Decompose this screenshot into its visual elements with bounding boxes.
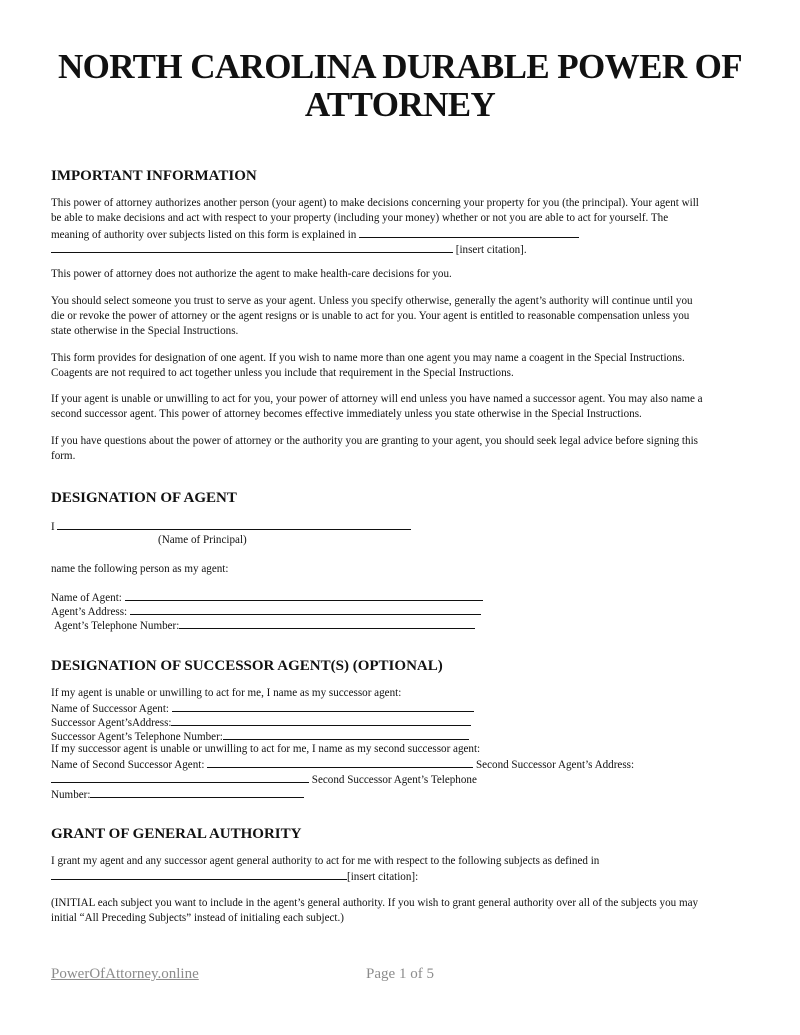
important-information-heading: IMPORTANT INFORMATION xyxy=(51,168,257,184)
agent-phone-field[interactable] xyxy=(179,617,475,629)
important-p6-line2: form. xyxy=(51,450,76,462)
important-p3-line3: state otherwise in the Special Instructions. xyxy=(51,325,239,337)
site-link[interactable]: PowerOfAttorney.online xyxy=(51,966,199,982)
second-successor-phone-field[interactable] xyxy=(90,786,304,798)
designation-of-agent-heading: DESIGNATION OF AGENT xyxy=(51,490,237,506)
principal-name-field[interactable] xyxy=(57,518,411,530)
grant-citation-field[interactable] xyxy=(51,868,347,880)
important-p5-line1: If your agent is unable or unwilling to act for you, your power of attorney will end unless you have named a successor agent. You may also name a xyxy=(51,393,703,405)
grant-p1: I grant my agent and any successor agent general authority to act for me with respect to the following subjects as defined in xyxy=(51,855,600,867)
successor-phone-label: Successor Agent’s Telephone Number: xyxy=(51,731,223,743)
agent-address-label: Agent’s Address: xyxy=(51,606,128,618)
i-label: I xyxy=(51,521,55,533)
important-p1-line1: This power of attorney authorizes another person (your agent) to make decisions concerning your property for you (the principal). Your agent will xyxy=(51,197,699,209)
important-p1-line4 xyxy=(51,241,527,259)
title-line-1: NORTH CAROLINA DURABLE POWER OF xyxy=(57,47,743,86)
successor-address-field[interactable] xyxy=(171,714,471,726)
agent-phone-label: Agent’s Telephone Number: xyxy=(54,620,180,632)
important-p3-line2: die or revoke the power of attorney or the agent resigns or is unable to act for you. Your agent is entitled to reasonable compensation unless you xyxy=(51,310,690,322)
successor-phone-field[interactable] xyxy=(223,728,469,740)
important-p4-line2: Coagents are not required to act together unless you include that requirement in the Special Instructions. xyxy=(51,367,514,379)
agent-name-label: Name of Agent: xyxy=(51,592,122,604)
important-p6-line1: If you have questions about the power of attorney or the authority you are granting to your agent, you should seek legal advice before signing this xyxy=(51,435,698,447)
second-successor-phone-label: Second Successor Agent’s Telephone xyxy=(311,774,477,786)
second-successor-address-field[interactable] xyxy=(51,771,309,783)
insert-citation-text: [insert citation]. xyxy=(455,244,527,256)
grant-heading: GRANT OF GENERAL AUTHORITY xyxy=(51,826,302,842)
grant-p2-line2: initial “All Preceding Subjects” instead of initialing each subject.) xyxy=(51,912,344,924)
second-successor-intro: If my successor agent is unable or unwilling to act for me, I name as my second successor agent: xyxy=(51,743,481,755)
page-number: Page 1 of 5 xyxy=(366,966,434,982)
citation-blank-2[interactable] xyxy=(51,241,453,253)
principal-caption: (Name of Principal) xyxy=(158,534,247,546)
successor-intro: If my agent is unable or unwilling to act for me, I name as my successor agent: xyxy=(51,687,402,699)
important-p3-line1: You should select someone you trust to serve as your agent. Unless you specify otherwise, generally the agent’s authority will continue until you xyxy=(51,295,693,307)
grant-citation-row xyxy=(51,868,418,886)
grant-citation-text: [insert citation]: xyxy=(347,871,419,883)
agent-address-field[interactable] xyxy=(130,603,481,615)
important-p1-line2: be able to make decisions and act with respect to your property (including your money) whether or not you are able to act for yourself. The xyxy=(51,212,669,224)
agent-name-field[interactable] xyxy=(125,589,483,601)
citation-intro-text: meaning of authority over subjects listed on this form is explained in xyxy=(51,229,357,241)
important-p2: This power of attorney does not authorize the agent to make health-care decisions for you. xyxy=(51,268,452,280)
second-successor-name-field[interactable] xyxy=(207,756,473,768)
successor-name-field[interactable] xyxy=(172,700,474,712)
successor-name-label: Name of Successor Agent: xyxy=(51,703,169,715)
agent-phone-row xyxy=(54,617,475,635)
important-p5-line2: second successor agent. This power of attorney becomes effective immediately unless you state otherwise in the Special Instructions. xyxy=(51,408,642,420)
name-following-text: name the following person as my agent: xyxy=(51,563,229,575)
second-successor-address-label: Second Successor Agent’s Address: xyxy=(476,759,635,771)
number-label: Number: xyxy=(51,789,91,801)
important-p4-line1: This form provides for designation of one agent. If you wish to name more than one agent you may name a coagent in the Special Instructions. xyxy=(51,352,685,364)
successor-heading: DESIGNATION OF SUCCESSOR AGENT(S) (OPTIONAL) xyxy=(51,658,443,674)
second-successor-phone-row xyxy=(51,786,304,804)
title-line-2: ATTORNEY xyxy=(304,85,496,124)
citation-blank-1[interactable] xyxy=(359,226,579,238)
successor-address-label: Successor Agent’sAddress: xyxy=(51,717,172,729)
second-successor-name-label: Name of Second Successor Agent: xyxy=(51,759,205,771)
grant-p2-line1: (INITIAL each subject you want to include in the agent’s general authority. If you wish to grant general authority over all of the subjects you may xyxy=(51,897,699,909)
